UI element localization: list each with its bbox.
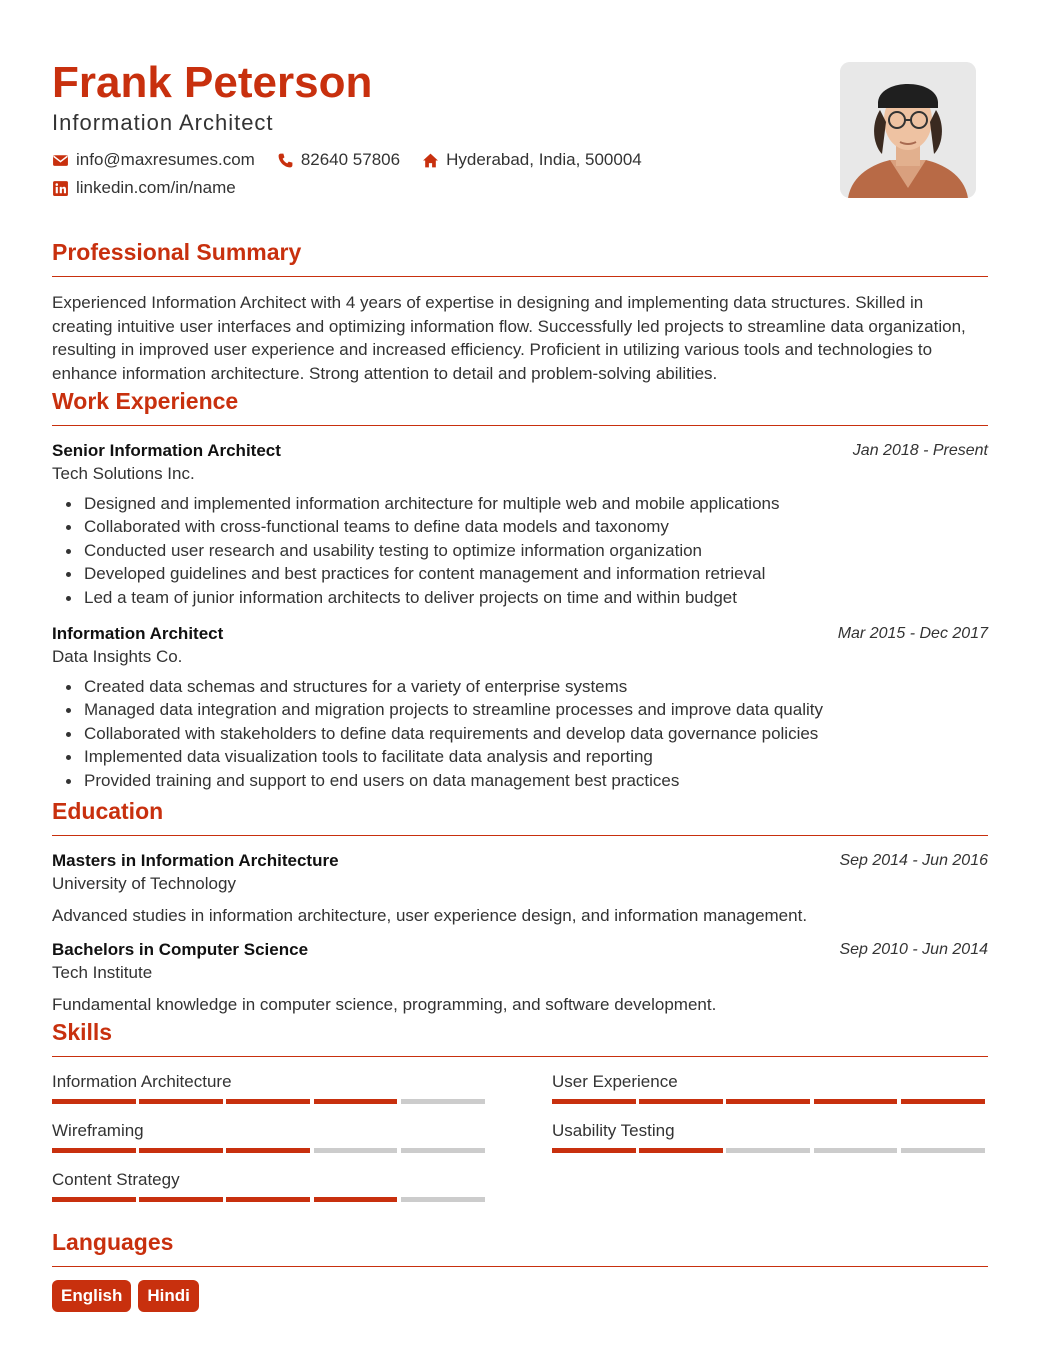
skill-segment-filled: [314, 1197, 398, 1202]
section-divider: [52, 835, 988, 836]
job-title: Senior Information Architect: [52, 441, 281, 460]
skill-level-bar: [552, 1148, 988, 1153]
skill-segment-filled: [639, 1099, 723, 1104]
job-bullets: [52, 492, 988, 609]
skill-segment-filled: [226, 1099, 310, 1104]
skill-segment-empty: [814, 1148, 898, 1153]
education-dates: Sep 2014 - Jun 2016: [839, 852, 988, 869]
skill-segment-empty: [901, 1148, 985, 1153]
degree-title: Bachelors in Computer Science: [52, 940, 309, 959]
bullet-item: Led a team of junior information architects to deliver projects on time and within budget: [52, 586, 988, 609]
skill-item: [52, 1120, 488, 1153]
skills-grid: [52, 1071, 988, 1221]
skill-name: Information Architecture: [52, 1072, 232, 1091]
skill-segment-filled: [52, 1197, 136, 1202]
envelope-icon: [52, 152, 69, 169]
linkedin-text: linkedin.com/in/name: [76, 178, 236, 197]
section-divider: [52, 1056, 988, 1057]
bullet-item: Developed guidelines and best practices for content management and information retrieval: [52, 562, 988, 585]
section-title: Education: [52, 798, 164, 824]
job-company: Tech Solutions Inc.: [52, 464, 195, 483]
job-dates: Mar 2015 - Dec 2017: [837, 625, 988, 643]
skill-level-bar: [52, 1099, 488, 1104]
bullet-item: Collaborated with cross-functional teams to define data models and taxonomy: [52, 515, 988, 538]
summary-text: Experienced Information Architect with 4 years of expertise in designing and implementing data structures. Skilled in creating intuitive user interfaces and optimizing information flow. Successfully led projects to streamline data organization, resulting in improved user experience and increased efficiency. Proficient in utilizing various tools and technologies to enhance information architecture. Strong attention to detail and problem-solving abilities.: [52, 293, 966, 383]
skill-level-bar: [552, 1099, 988, 1104]
degree-title: Masters in Information Architecture: [52, 851, 339, 870]
job-title: Information Architect: [52, 624, 224, 644]
education-description: Advanced studies in information architecture, user experience design, and information management.: [52, 906, 808, 925]
skill-segment-filled: [726, 1099, 810, 1104]
job-entry: [52, 623, 988, 792]
contact-row: [52, 176, 664, 200]
bullet-item: Implemented data visualization tools to facilitate data analysis and reporting: [52, 745, 988, 768]
linkedin-contact[interactable]: [52, 178, 236, 198]
section-divider: [52, 276, 988, 277]
skill-segment-filled: [314, 1099, 398, 1104]
job-bullets: [52, 675, 988, 792]
skill-segment-filled: [139, 1197, 223, 1202]
location-contact: [422, 150, 642, 170]
school-name: Tech Institute: [52, 963, 153, 982]
skill-name: User Experience: [552, 1072, 678, 1091]
skill-item: [552, 1071, 988, 1104]
resume-header: [52, 0, 988, 210]
section-title: Professional Summary: [52, 239, 302, 265]
school-name: University of Technology: [52, 874, 236, 893]
skill-segment-filled: [552, 1148, 636, 1153]
summary-section: [52, 238, 988, 385]
bullet-item: Provided training and support to end users on data management best practices: [52, 769, 988, 792]
location-text: Hyderabad, India, 500004: [446, 150, 642, 169]
skill-segment-filled: [901, 1099, 985, 1104]
skill-segment-filled: [52, 1099, 136, 1104]
skill-item: [552, 1120, 988, 1153]
bullet-item: Created data schemas and structures for a variety of enterprise systems: [52, 675, 988, 698]
skill-name: Content Strategy: [52, 1170, 180, 1189]
skill-name: Usability Testing: [552, 1121, 675, 1140]
education-description: Fundamental knowledge in computer science, programming, and software development.: [52, 995, 717, 1014]
section-title: Languages: [52, 1229, 174, 1255]
bullet-item: Collaborated with stakeholders to define data requirements and develop data governance policies: [52, 722, 988, 745]
skill-segment-empty: [726, 1148, 810, 1153]
skill-name: Wireframing: [52, 1121, 144, 1140]
section-title: Skills: [52, 1019, 113, 1045]
skill-level-bar: [52, 1197, 488, 1202]
phone-icon: [277, 152, 294, 169]
skill-segment-filled: [226, 1197, 310, 1202]
language-badge-english: English: [52, 1280, 131, 1312]
education-dates: Sep 2010 - Jun 2014: [839, 941, 988, 958]
education-entry: [52, 939, 988, 1017]
job-entry: [52, 440, 988, 609]
skill-level-bar: [52, 1148, 488, 1153]
candidate-name: Frank Peterson: [52, 58, 373, 107]
linkedin-icon: [52, 180, 69, 197]
contact-info: [52, 148, 664, 204]
skills-section: [52, 1018, 988, 1221]
education-entry: [52, 850, 988, 928]
section-divider: [52, 1266, 988, 1267]
skill-segment-filled: [52, 1148, 136, 1153]
skill-item: [52, 1169, 488, 1202]
section-divider: [52, 425, 988, 426]
skill-item: [52, 1071, 488, 1104]
job-company: Data Insights Co.: [52, 647, 183, 667]
skill-segment-filled: [226, 1148, 310, 1153]
phone-contact[interactable]: [277, 150, 400, 170]
candidate-role: Information Architect: [52, 110, 274, 135]
email-contact[interactable]: [52, 150, 255, 170]
section-title: Work Experience: [52, 388, 239, 414]
bullet-item: Managed data integration and migration projects to streamline processes and improve data quality: [52, 698, 988, 721]
phone-text: 82640 57806: [300, 150, 401, 169]
email-text: info@maxresumes.com: [76, 150, 255, 169]
profile-photo: [840, 62, 976, 198]
skill-segment-empty: [401, 1099, 485, 1104]
skill-segment-filled: [814, 1099, 898, 1104]
skill-segment-filled: [139, 1148, 223, 1153]
language-badge-hindi: Hindi: [138, 1280, 199, 1312]
education-section: [52, 797, 988, 1017]
bullet-item: Conducted user research and usability testing to optimize information organization: [52, 539, 988, 562]
home-icon: [422, 152, 439, 169]
skill-segment-empty: [314, 1148, 398, 1153]
job-dates: Jan 2018 - Present: [852, 442, 988, 459]
experience-section: [52, 387, 988, 792]
skill-segment-empty: [401, 1197, 485, 1202]
language-list: [52, 1280, 988, 1312]
skill-segment-filled: [639, 1148, 723, 1153]
bullet-item: Designed and implemented information architecture for multiple web and mobile applications: [52, 492, 988, 515]
skill-segment-filled: [139, 1099, 223, 1104]
skill-segment-filled: [552, 1099, 636, 1104]
skill-segment-empty: [401, 1148, 485, 1153]
contact-row: [52, 148, 664, 172]
languages-section: [52, 1228, 988, 1312]
